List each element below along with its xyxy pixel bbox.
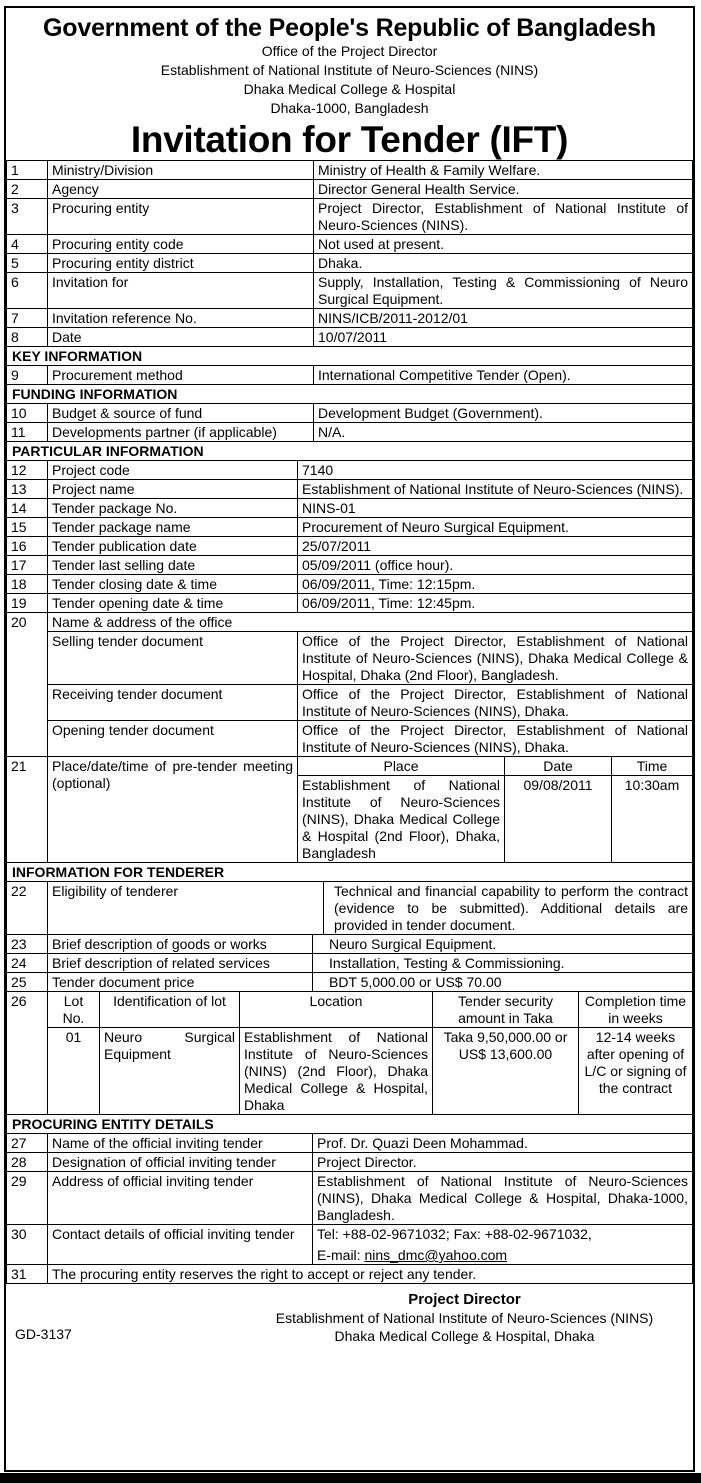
goods-table (6, 934, 693, 992)
table-row: 3 Procuring entity Project Director, Establishment of National Institute of Neuro-Sciences (NINS). (7, 199, 693, 235)
signatory-hospital: Dhaka Medical College & Hospital, Dhaka (334, 1328, 595, 1344)
bottom-border (0, 1473, 701, 1483)
signatory-title: Project Director (408, 1291, 521, 1308)
table-row: 31 The procuring entity reserves the right to accept or reject any tender. (7, 1265, 693, 1284)
entity-table (6, 1133, 693, 1284)
table-row: 23 Brief description of goods or works Neuro Surgical Equipment. (7, 935, 693, 954)
section-heading: PROCURING ENTITY DETAILS (7, 1115, 693, 1134)
email-link[interactable]: nins_dmc@yahoo.com (364, 1247, 508, 1263)
section-heading: INFORMATION FOR TENDERER (7, 863, 693, 882)
city-line: Dhaka-1000, Bangladesh (270, 100, 429, 116)
table-row: 1 Ministry/Division Ministry of Health & Family Welfare. (7, 161, 693, 180)
contact-phone: Tel: +88-02-9671032; Fax: +88-02-9671032, (317, 1226, 592, 1242)
table-row: 30 Contact details of official inviting tender Tel: +88-02-9671032; Fax: +88-02-9671032, E-mail: nins_dmc@yahoo.com (7, 1225, 693, 1265)
signatory-institute: Establishment of National Institute of Neuro-Sciences (NINS) (275, 1310, 654, 1326)
general-info-table (6, 160, 693, 461)
table-row: 19 Tender opening date & time 06/09/2011, Time: 12:45pm. (7, 594, 693, 613)
section-heading: KEY INFORMATION (7, 347, 693, 366)
table-row: 4 Procuring entity code Not used at present. (7, 235, 693, 254)
table-row: 01 Neuro Surgical Equipment Establishment of National Institute of Neuro-Sciences (NINS) (2nd Floor), Dhaka Medical College & Hospital, Dhaka Taka 9,50,000.00 or US$ 13,600.00 12-14 weeks after opening of L/C or signing of the contract (7, 1028, 693, 1115)
table-row: 13 Project name Establishment of National Institute of Neuro-Sciences (NINS). (7, 480, 693, 499)
table-row: 15 Tender package name Procurement of Neuro Surgical Equipment. (7, 518, 693, 537)
table-row: 12 Project code 7140 (7, 461, 693, 480)
table-row: 11 Developments partner (if applicable) N/A. (7, 423, 693, 442)
table-row: 17 Tender last selling date 05/09/2011 (office hour). (7, 556, 693, 575)
table-row: 9 Procurement method International Competitive Tender (Open). (7, 366, 693, 385)
table-row: 6 Invitation for Supply, Installation, Testing & Commissioning of Neuro Surgical Equipment. (7, 273, 693, 309)
table-row: 18 Tender closing date & time 06/09/2011, Time: 12:15pm. (7, 575, 693, 594)
table-row: 29 Address of official inviting tender Establishment of National Institute of Neuro-Sciences (NINS), Dhaka Medical College & Hospital, Dhaka-1000, Bangladesh. (7, 1172, 693, 1225)
institute-line: Establishment of National Institute of Neuro-Sciences (NINS) (160, 62, 539, 78)
table-row: 22 Eligibility of tenderer Technical and financial capability to perform the contract (evidence to be submitted). Additional details are provided in tender document. (7, 882, 693, 935)
government-title: Government of the People's Republic of Bangladesh (43, 14, 656, 42)
pre-tender-meeting-table: Place Date Time Establishment of National Institute of Neuro-Sciences (NINS), Dhaka Medical College & Hospital (2nd Floor), Dhaka, Bangladesh 09/08/2011 10:30am (297, 756, 693, 863)
table-row: Opening tender document Office of the Project Director, Establishment of National Institute of Neuro-Sciences (NINS), Dhaka. (7, 721, 693, 757)
office-line: Office of the Project Director (261, 43, 438, 59)
table-row: 8 Date 10/07/2011 (7, 328, 693, 347)
eligibility-table (6, 881, 693, 935)
section-heading: FUNDING INFORMATION (7, 385, 693, 404)
table-row: 20 Name & address of the office (7, 613, 693, 632)
table-row: 27 Name of the official inviting tender Prof. Dr. Quazi Deen Mohammad. (7, 1134, 693, 1153)
table-row: 21 Place/date/time of pre-tender meeting (optional) Place Date Time Establishment of National Institute of Neuro-Sciences (NINS), Dhaka Medical College & Hospital (2nd Floor), Dhaka, Bangladesh 09/08/2011 10:30am (7, 757, 693, 863)
table-row: 28 Designation of official inviting tender Project Director. (7, 1153, 693, 1172)
table-row: 2 Agency Director General Health Service. (7, 180, 693, 199)
table-row: 25 Tender document price BDT 5,000.00 or US$ 70.00 (7, 973, 693, 992)
table-row: 24 Brief description of related services Installation, Testing & Commissioning. (7, 954, 693, 973)
table-row: Selling tender document Office of the Project Director, Establishment of National Institute of Neuro-Sciences (NINS), Dhaka Medical College & Hospital, Dhaka (2nd Floor), Bangladesh. (7, 632, 693, 685)
footer (6, 1291, 693, 1345)
tender-notice (4, 6, 695, 1472)
lot-table (6, 991, 693, 1134)
header (6, 14, 693, 160)
ift-title: Invitation for Tender (IFT) (130, 119, 569, 160)
section-heading: PARTICULAR INFORMATION (7, 442, 693, 461)
table-row: 7 Invitation reference No. NINS/ICB/2011-2012/01 (7, 309, 693, 328)
particular-info-table (6, 460, 693, 882)
table-row: 5 Procuring entity district Dhaka. (7, 254, 693, 273)
gd-code: GD-3137 (15, 1326, 72, 1342)
table-row: Receiving tender document Office of the Project Director, Establishment of National Institute of Neuro-Sciences (NINS), Dhaka. (7, 685, 693, 721)
table-row: 14 Tender package No. NINS-01 (7, 499, 693, 518)
table-row: 26 Lot No. Identification of lot Location Tender security amount in Taka Completion time in weeks (7, 992, 693, 1028)
hospital-line: Dhaka Medical College & Hospital (243, 81, 456, 97)
table-row: 16 Tender publication date 25/07/2011 (7, 537, 693, 556)
table-row: 10 Budget & source of fund Development Budget (Government). (7, 404, 693, 423)
